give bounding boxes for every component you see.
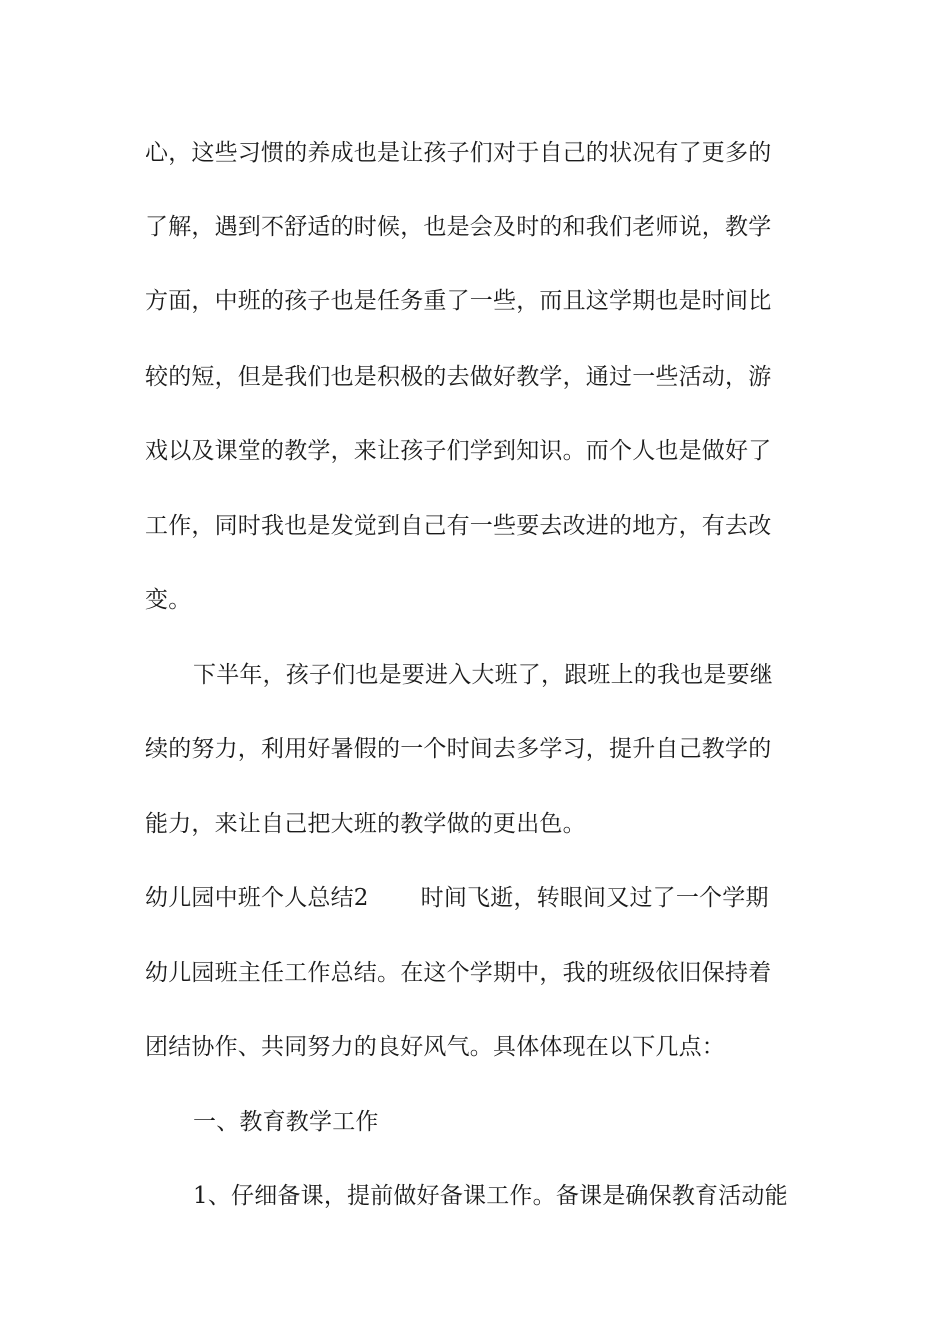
text-line: 续的努力，利用好暑假的一个时间去多学习，提升自己教学的 bbox=[145, 736, 772, 762]
text-line: 团结协作、共同努力的良好风气。具体体现在以下几点： bbox=[145, 1034, 725, 1060]
section-title-line bbox=[145, 883, 810, 913]
text-line: 了解，遇到不舒适的时候，也是会及时的和我们老师说，教学 bbox=[145, 214, 772, 240]
text-line: 心，这些习惯的养成也是让孩子们对于自己的状况有了更多的 bbox=[145, 140, 772, 166]
text-line: 较的短，但是我们也是积极的去做好教学，通过一些活动，游 bbox=[145, 364, 772, 390]
text-line: 变。 bbox=[145, 587, 192, 613]
text-line: 能力，来让自己把大班的教学做的更出色。 bbox=[145, 811, 586, 837]
list-item: 1、仔细备课，提前做好备课工作。备课是确保教育活动能 bbox=[193, 1183, 788, 1209]
text-line: 方面，中班的孩子也是任务重了一些，而且这学期也是时间比 bbox=[145, 288, 772, 314]
section-first-line: 时间飞逝，转眼间又过了一个学期 bbox=[420, 885, 769, 911]
heading-education: 一、教育教学工作 bbox=[193, 1109, 379, 1135]
text-line: 下半年，孩子们也是要进入大班了，跟班上的我也是要继 bbox=[193, 662, 773, 688]
section-title: 幼儿园中班个人总结2 bbox=[145, 885, 369, 911]
text-line: 戏以及课堂的教学，来让孩子们学到知识。而个人也是做好了 bbox=[145, 438, 772, 464]
text-line: 幼儿园班主任工作总结。在这个学期中，我的班级依旧保持着 bbox=[145, 960, 772, 986]
text-line: 工作，同时我也是发觉到自己有一些要去改进的地方，有去改 bbox=[145, 513, 772, 539]
